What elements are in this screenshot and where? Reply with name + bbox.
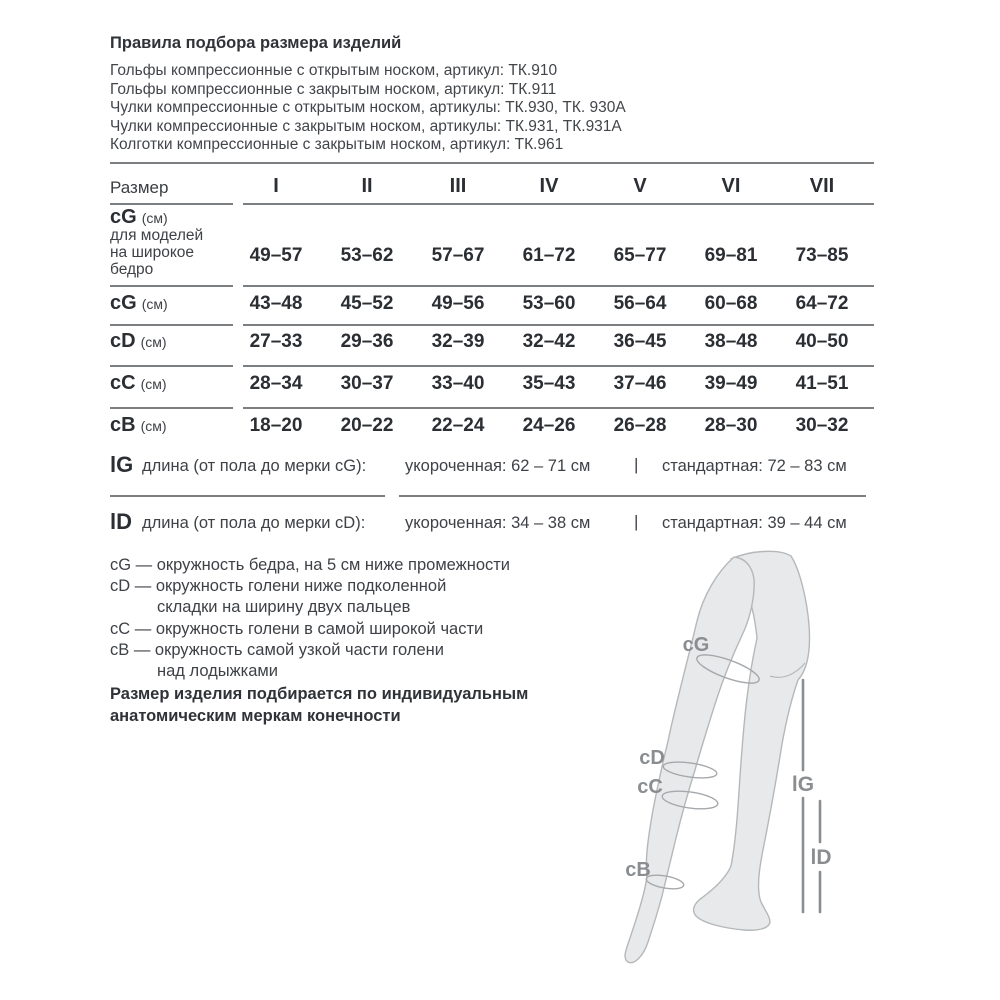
value-cell-cD-III: 32–39 (431, 331, 485, 352)
table-rule (110, 495, 385, 497)
value-cell-cD-IV: 32–42 (522, 331, 576, 352)
product-item: Гольфы компрессионные с закрытым носком, артикул: ТК.911 (110, 80, 557, 98)
value-cell-cD-VI: 38–48 (704, 331, 758, 352)
column-header-VII: VII (809, 175, 835, 197)
size-selection-note (110, 684, 528, 727)
row-measure-unit: (см) (141, 296, 168, 312)
value-cell-cB-III: 22–24 (431, 415, 485, 436)
product-item: Гольфы компрессионные с открытым носком, артикул: ТК.910 (110, 62, 558, 79)
value-cell-cB-I: 18–20 (249, 415, 303, 436)
value-cell-cG-wide-IV: 61–72 (522, 245, 576, 266)
row-measure-code: cC (110, 372, 136, 394)
length-description: длина (от пола до мерки cD): (142, 514, 366, 532)
length-separator: | (634, 455, 639, 474)
value-cell-cC-VI: 39–49 (704, 373, 758, 394)
column-header-III: III (449, 175, 467, 197)
value-cell-cG-wide-III: 57–67 (431, 245, 485, 266)
value-cell-cB-II: 20–22 (340, 415, 394, 436)
page-title: Правила подбора размера изделий (110, 34, 402, 52)
row-measure-code: cB (110, 414, 136, 436)
length-short-option: укороченная: 62 – 71 см (405, 457, 591, 475)
row-label-note-line: бедро (110, 261, 154, 278)
diagram-label-cG: cG (682, 634, 710, 656)
definition-line-cD: складки на ширину двух пальцев (157, 598, 411, 617)
product-list (110, 62, 626, 155)
diagram-label-cC: cC (637, 776, 663, 798)
table-rule (243, 365, 874, 367)
length-short-option: укороченная: 34 – 38 см (405, 514, 591, 532)
value-cell-cG-IV: 53–60 (522, 293, 576, 314)
length-standard-option: стандартная: 72 – 83 см (662, 457, 847, 475)
value-cell-cG-V: 56–64 (613, 293, 667, 314)
value-cell-cB-IV: 24–26 (522, 415, 576, 436)
value-cell-cC-III: 33–40 (431, 373, 485, 394)
definition-line-cB: cB — окружность самой узкой части голени (110, 640, 444, 659)
table-column-headers (0, 175, 1000, 203)
diagram-label-cD: cD (639, 747, 665, 769)
value-cell-cD-V: 36–45 (613, 331, 667, 352)
row-label-cB (110, 414, 167, 437)
value-cell-cC-I: 28–34 (249, 373, 303, 394)
row-measure-unit: (см) (141, 210, 168, 226)
row-measure-unit: (см) (140, 334, 167, 350)
definition-line-cD: cD — окружность голени ниже подколенной (110, 577, 447, 596)
row-label-cC (110, 372, 167, 395)
value-cell-cG-wide-V: 65–77 (613, 245, 667, 266)
row-measure-unit: (см) (140, 376, 167, 392)
value-cell-cG-wide-II: 53–62 (340, 245, 394, 266)
value-cell-cB-V: 26–28 (613, 415, 667, 436)
column-header-V: V (633, 175, 647, 197)
row-label-cG (110, 292, 168, 315)
table-rule (110, 407, 233, 409)
value-cell-cC-V: 37–46 (613, 373, 667, 394)
value-cell-cD-II: 29–36 (340, 331, 394, 352)
note-line: Размер изделия подбирается по индивидуальным (110, 685, 529, 703)
row-measure-unit: (см) (140, 418, 167, 434)
table-rule (110, 365, 233, 367)
value-cell-cG-wide-VII: 73–85 (795, 245, 849, 266)
value-cell-cG-VII: 64–72 (795, 293, 849, 314)
row-label-note (110, 227, 203, 278)
row-label-cG-wide (110, 206, 168, 229)
row-label-cD (110, 330, 167, 353)
value-cell-cG-wide-VI: 69–81 (704, 245, 758, 266)
row-measure-code: cD (110, 330, 136, 352)
product-item: Колготки компрессионные с закрытым носком, артикул: ТК.961 (110, 136, 564, 154)
measurement-definitions (110, 555, 510, 682)
value-cell-cC-II: 30–37 (340, 373, 394, 394)
value-cell-cC-VII: 41–51 (795, 373, 849, 394)
table-rule (399, 495, 866, 497)
definition-line-cB: над лодыжками (157, 662, 278, 681)
length-standard-option: стандартная: 39 – 44 см (662, 514, 847, 532)
length-label: lD (110, 509, 132, 534)
diagram-label-lG: lG (791, 773, 815, 796)
product-item: Чулки компрессионные с закрытым носком, артикулы: ТК.931, ТК.931А (110, 117, 622, 135)
table-rule (243, 407, 874, 409)
legs-diagram (560, 540, 900, 980)
row-measure-code: cG (110, 292, 137, 314)
value-cell-cD-VII: 40–50 (795, 331, 849, 352)
column-header-I: I (273, 175, 279, 197)
diagram-label-cB: cB (625, 859, 651, 881)
table-rule (110, 324, 233, 326)
value-cell-cB-VII: 30–32 (795, 415, 849, 436)
row-label-note-line: на широкое (110, 244, 195, 261)
length-separator: | (634, 512, 639, 531)
value-cell-cG-II: 45–52 (340, 293, 394, 314)
length-description: длина (от пола до мерки cG): (142, 457, 367, 475)
value-cell-cG-I: 43–48 (249, 293, 303, 314)
value-cell-cD-I: 27–33 (249, 331, 303, 352)
product-item: Чулки компрессионные с открытым носком, артикулы: ТК.930, ТК. 930А (110, 99, 626, 117)
value-cell-cC-IV: 35–43 (522, 373, 576, 394)
table-rule (110, 203, 233, 205)
value-cell-cB-VI: 28–30 (704, 415, 758, 436)
table-rule (243, 324, 874, 326)
length-row-lG (110, 452, 880, 482)
row-label-note-line: для моделей (110, 227, 204, 244)
table-rule (110, 285, 233, 287)
length-row-lD (110, 509, 880, 539)
value-cell-cG-VI: 60–68 (704, 293, 758, 314)
table-corner-label: Размер (110, 178, 169, 197)
table-rule (110, 162, 874, 164)
column-header-II: II (361, 175, 373, 197)
definition-line-cC: cC — окружность голени в самой широкой части (110, 619, 484, 638)
table-rule (243, 203, 874, 205)
diagram-label-lD: lD (810, 846, 832, 869)
definition-line-cG: cG — окружность бедра, на 5 см ниже промежности (110, 556, 511, 574)
column-header-IV: IV (539, 175, 559, 197)
value-cell-cG-wide-I: 49–57 (249, 245, 303, 266)
table-rule (243, 285, 874, 287)
note-line: анатомическим меркам конечности (110, 706, 401, 725)
length-label: lG (110, 452, 134, 477)
value-cell-cG-III: 49–56 (431, 293, 485, 314)
column-header-VI: VI (721, 175, 741, 197)
row-measure-code: cG (110, 206, 137, 228)
